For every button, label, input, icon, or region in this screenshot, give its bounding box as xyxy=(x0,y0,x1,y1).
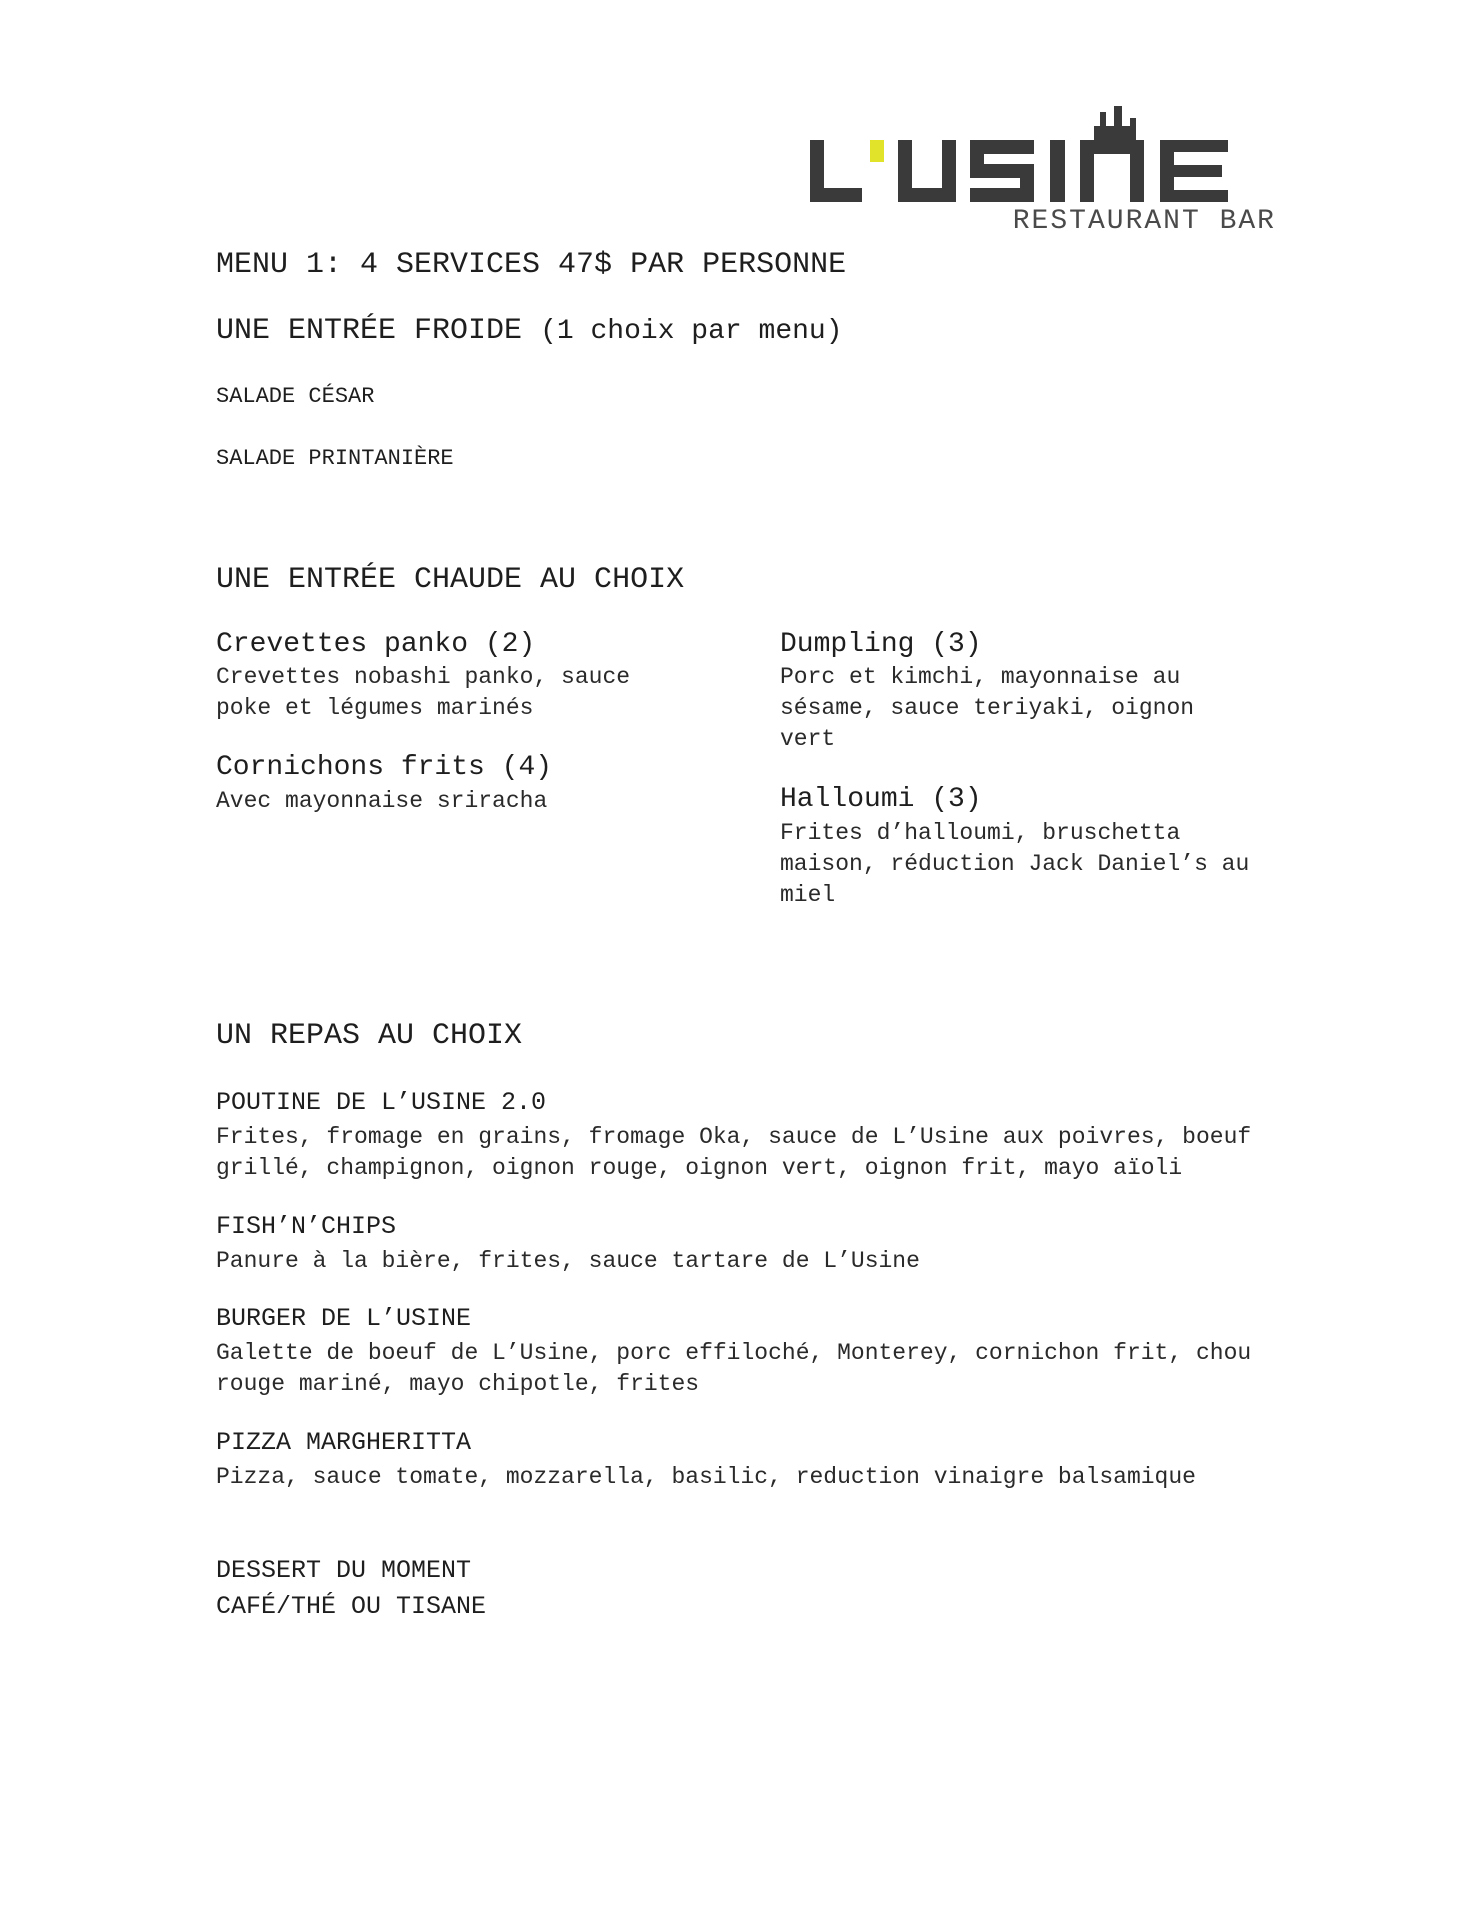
mains-heading: UN REPAS AU CHOIX xyxy=(216,1019,523,1053)
hot-item-desc-line: sésame, sauce teriyaki, oignon xyxy=(780,695,1195,721)
hot-item-desc-line: maison, réduction Jack Daniel’s au xyxy=(780,851,1250,877)
cold-starter-heading-note: (1 choix par menu) xyxy=(540,316,843,347)
cold-starter-heading xyxy=(216,314,843,348)
main-item-desc-line: Frites, fromage en grains, fromage Oka, sauce de L’Usine aux poivres, boeuf xyxy=(216,1124,1252,1150)
hot-starter-heading: UNE ENTRÉE CHAUDE AU CHOIX xyxy=(216,563,685,597)
logo-wordmark xyxy=(810,102,1290,202)
main-item-name: FISH’N’CHIPS xyxy=(216,1212,397,1241)
main-item-name: POUTINE DE L’USINE 2.0 xyxy=(216,1088,547,1117)
main-item-desc-line: Galette de boeuf de L’Usine, porc effiloché, Monterey, cornichon frit, chou xyxy=(216,1340,1252,1366)
main-item-desc-line: grillé, champignon, oignon rouge, oignon vert, oignon frit, mayo aïoli xyxy=(216,1155,1183,1181)
main-item-desc-line: Panure à la bière, frites, sauce tartare de L’Usine xyxy=(216,1248,920,1274)
main-item-desc-line: Pizza, sauce tomate, mozzarella, basilic, reduction vinaigre balsamique xyxy=(216,1464,1196,1490)
main-item-name: BURGER DE L’USINE xyxy=(216,1304,472,1333)
logo xyxy=(810,102,1290,248)
menu-title: MENU 1: 4 SERVICES 47$ PAR PERSONNE xyxy=(216,248,847,282)
coffee-line: CAFÉ/THÉ OU TISANE xyxy=(216,1592,487,1621)
hot-item-desc-line: vert xyxy=(780,726,836,752)
hot-item-name: Crevettes panko (2) xyxy=(216,629,536,660)
main-item-name: PIZZA MARGHERITTA xyxy=(216,1428,472,1457)
logo-subtitle: RESTAURANT BAR xyxy=(1012,206,1276,237)
hot-item-name: Dumpling (3) xyxy=(780,629,982,660)
hot-item-desc-line: Frites d’halloumi, bruschetta xyxy=(780,820,1181,846)
hot-item-desc-line: poke et légumes marinés xyxy=(216,695,534,721)
main-item-desc-line: rouge mariné, mayo chipotle, frites xyxy=(216,1371,700,1397)
cold-starter-item: SALADE PRINTANIÈRE xyxy=(216,446,454,471)
hot-item-desc-line: miel xyxy=(780,882,836,908)
hot-item-desc-line: Crevettes nobashi panko, sauce xyxy=(216,664,631,690)
cold-starter-item: SALADE CÉSAR xyxy=(216,384,375,409)
dessert-line: DESSERT DU MOMENT xyxy=(216,1556,472,1585)
hot-item-name: Cornichons frits (4) xyxy=(216,752,553,783)
hot-item-name: Halloumi (3) xyxy=(780,784,982,815)
cold-starter-heading-text: UNE ENTRÉE FROIDE xyxy=(216,314,523,348)
hot-item-desc-line: Porc et kimchi, mayonnaise au xyxy=(780,664,1181,690)
hot-item-desc-line: Avec mayonnaise sriracha xyxy=(216,788,548,814)
